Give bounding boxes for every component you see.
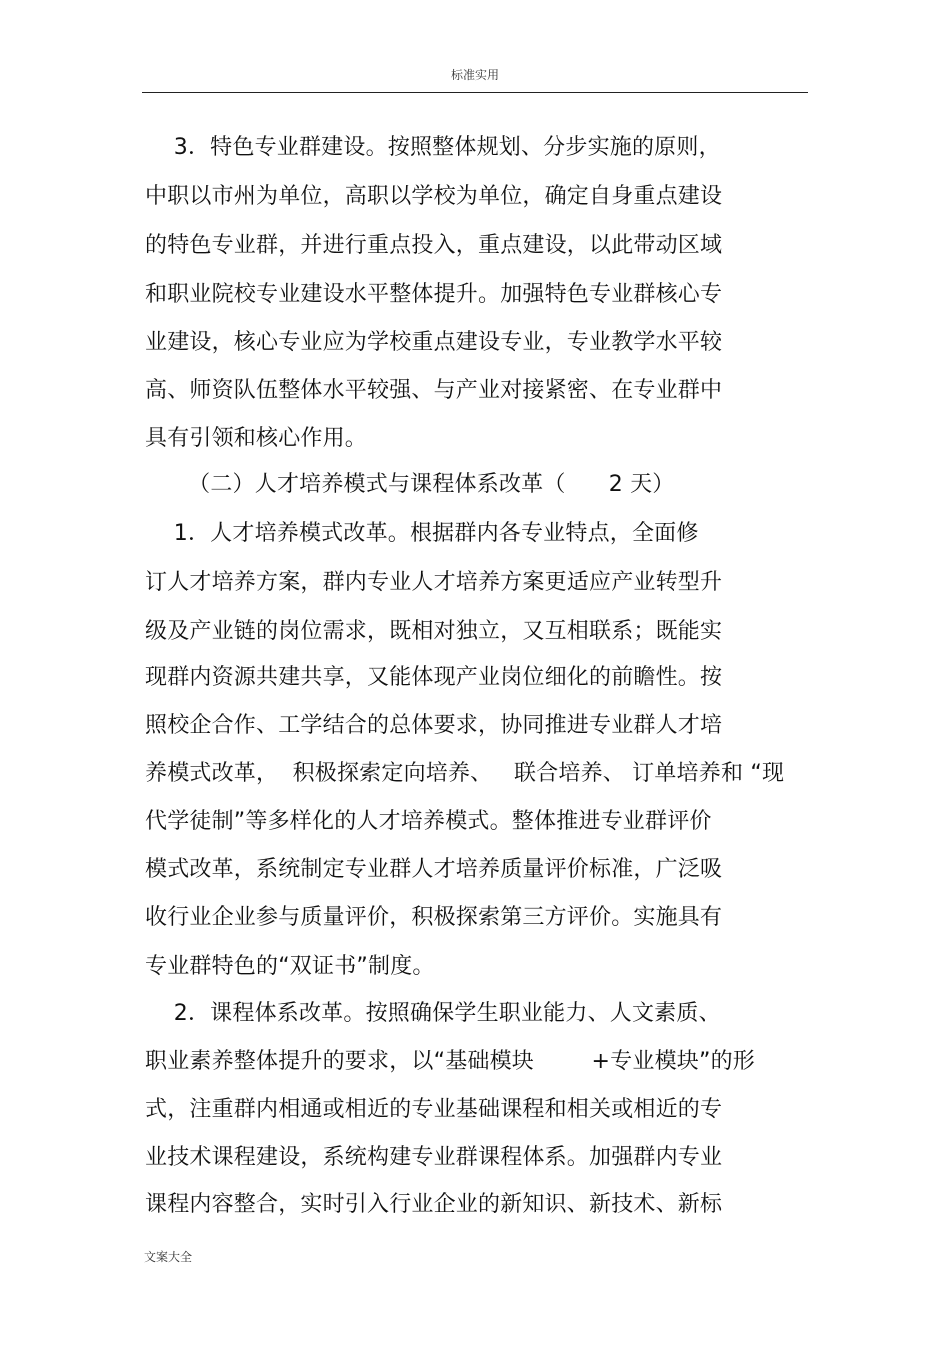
body-line: 养模式改革， 积极探索定向培养、 联合培养、 订单培养和 “现 (145, 761, 785, 786)
body-line: 职业素养整体提升的要求，以“基础模块 +专业模块”的形 (145, 1049, 755, 1074)
body-line: 代学徒制”等多样化的人才培养模式。整体推进专业群评价 (145, 809, 712, 834)
body-line: 模式改革，系统制定专业群人才培养质量评价标准，广泛吸 (145, 857, 723, 882)
body-line: 的特色专业群，并进行重点投入，重点建设，以此带动区域 (145, 233, 723, 258)
body-line: 业建设，核心专业应为学校重点建设专业，专业教学水平较 (145, 330, 723, 355)
body-line: 专业群特色的“双证书”制度。 (145, 954, 435, 979)
body-line: 具有引领和核心作用。 (145, 426, 368, 451)
body-line: 课程内容整合，实时引入行业企业的新知识、新技术、新标 (145, 1192, 723, 1217)
body-line: 级及产业链的岗位需求，既相对独立，又互相联系；既能实 (145, 619, 723, 644)
body-line: 中职以市州为单位，高职以学校为单位，确定自身重点建设 (145, 184, 723, 209)
page-footer: 文案大全 (144, 1250, 193, 1264)
body-line: 2．课程体系改革。按照确保学生职业能力、人文素质、 (145, 1001, 721, 1026)
body-line: 式，注重群内相通或相近的专业基础课程和相关或相近的专 (145, 1097, 723, 1122)
body-line: 照校企合作、工学结合的总体要求，协同推进专业群人才培 (145, 713, 723, 738)
section-heading: （二）人才培养模式与课程体系改革（ 2 天） (145, 472, 675, 497)
body-line: 业技术课程建设，系统构建专业群课程体系。加强群内专业 (145, 1145, 723, 1170)
body-line: 订人才培养方案，群内专业人才培养方案更适应产业转型升 (145, 570, 723, 595)
body-line: 高、师资队伍整体水平较强、与产业对接紧密、在专业群中 (145, 378, 723, 403)
page-header: 标准实用 (450, 68, 499, 82)
body-line: 收行业企业参与质量评价，积极探索第三方评价。实施具有 (145, 905, 723, 930)
body-line: 1．人才培养模式改革。根据群内各专业特点，全面修 (145, 521, 699, 546)
header-divider (142, 92, 808, 93)
body-line: 现群内资源共建共享，又能体现产业岗位细化的前瞻性。按 (145, 665, 723, 690)
body-line: 和职业院校专业建设水平整体提升。加强特色专业群核心专 (145, 282, 723, 307)
body-line: 3．特色专业群建设。按照整体规划、分步实施的原则， (145, 135, 721, 160)
